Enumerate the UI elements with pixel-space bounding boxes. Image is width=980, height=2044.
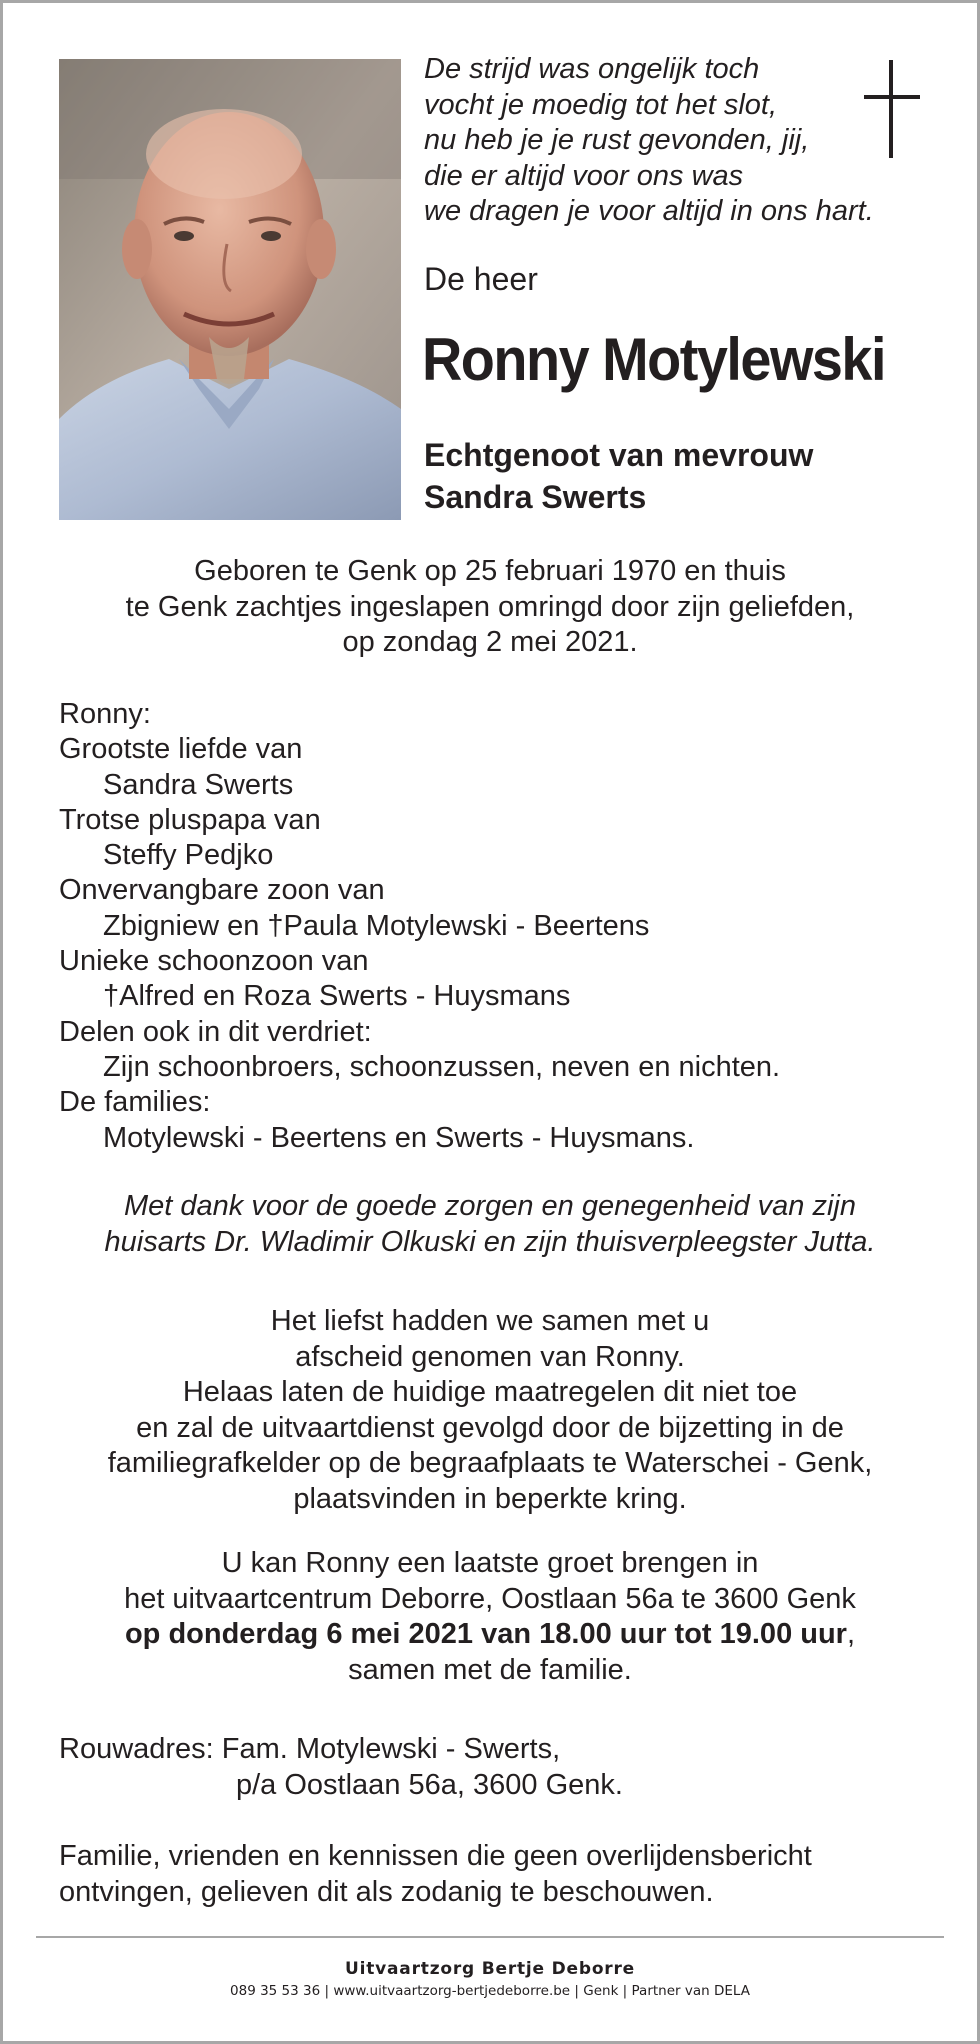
- family-line: Onvervangbare zoon van: [59, 874, 385, 907]
- family-line: Motylewski - Beertens en Swerts - Huysmans.: [103, 1121, 695, 1154]
- cross-icon: [864, 60, 920, 160]
- spouse-name: Sandra Swerts: [424, 479, 647, 515]
- thanks-line: Met dank voor de goede zorgen en genegenheid van zijn: [124, 1190, 856, 1222]
- poem-line: vocht je moedig tot het slot,: [424, 88, 778, 121]
- farewell-note: [40, 1304, 940, 1517]
- family-line: Delen ook in dit verdriet:: [59, 1015, 372, 1048]
- family-line: Trotse pluspapa van: [59, 803, 321, 836]
- address-line: Rouwadres: Fam. Motylewski - Swerts,: [59, 1733, 561, 1765]
- notice: [59, 1839, 812, 1910]
- visit-line: U kan Ronny een laatste groet brengen in: [221, 1547, 759, 1579]
- notice-line: ontvingen, gelieven dit als zodanig te beschouwen.: [59, 1875, 714, 1908]
- farewell-line: afscheid genomen van Ronny.: [295, 1340, 685, 1373]
- footer-divider: [36, 1936, 944, 1938]
- visit-line: het uitvaartcentrum Deborre, Oostlaan 56a te 3600 Genk: [124, 1582, 856, 1615]
- address-line: p/a Oostlaan 56a, 3600 Genk.: [236, 1768, 623, 1801]
- spouse-info: [424, 434, 813, 518]
- family-line: Ronny:: [59, 698, 151, 730]
- visit-datetime-tail: ,: [846, 1618, 856, 1650]
- thanks-note: [40, 1189, 940, 1260]
- family-line: Zijn schoonbroers, schoonzussen, neven en nichten.: [103, 1050, 781, 1083]
- spouse-line: Echtgenoot van mevrouw: [424, 437, 814, 473]
- visit-datetime: [40, 1617, 940, 1653]
- family-line: Sandra Swerts: [103, 768, 294, 801]
- poem-line: De strijd was ongelijk toch: [424, 53, 760, 85]
- poem: [424, 52, 924, 230]
- thanks-line: huisarts Dr. Wladimir Olkuski en zijn thuisverpleegster Jutta.: [104, 1225, 876, 1258]
- statement-line: op zondag 2 mei 2021.: [342, 626, 638, 658]
- family-list: [59, 697, 780, 1156]
- farewell-line: plaatsvinden in beperkte kring.: [293, 1482, 687, 1515]
- family-line: Steffy Pedjko: [103, 839, 274, 872]
- family-line: Unieke schoonzoon van: [59, 945, 369, 978]
- farewell-line: en zal de uitvaartdienst gevolgd door de bijzetting in de: [136, 1411, 844, 1444]
- visit-datetime-bold: op donderdag 6 mei 2021 van 18.00 uur tot 19.00 uur: [124, 1618, 847, 1650]
- family-line: Grootste liefde van: [59, 733, 303, 766]
- statement-line: Geboren te Genk op 25 februari 1970 en thuis: [194, 555, 786, 587]
- poem-line: nu heb je je rust gevonden, jij,: [424, 124, 810, 156]
- poem-line: we dragen je voor altijd in ons hart.: [424, 195, 874, 227]
- portrait-photo: [59, 59, 401, 520]
- family-line: De families:: [59, 1086, 211, 1119]
- farewell-line: familiegrafkelder op de begraafplaats te Waterschei - Genk,: [107, 1447, 873, 1479]
- deceased-name: Ronny Motylewski: [422, 326, 885, 393]
- title-prefix: De heer: [424, 261, 538, 297]
- notice-line: Familie, vrienden en kennissen die geen overlijdensbericht: [59, 1840, 812, 1872]
- footer-title: Uitvaartzorg Bertje Deborre: [345, 1959, 635, 1979]
- statement-line: te Genk zachtjes ingeslapen omringd door zijn geliefden,: [125, 590, 855, 623]
- visit-line: samen met de familie.: [348, 1653, 632, 1686]
- farewell-line: Helaas laten de huidige maatregelen dit niet toe: [182, 1376, 798, 1408]
- family-line: †Alfred en Roza Swerts - Huysmans: [103, 980, 571, 1013]
- family-line: Zbigniew en †Paula Motylewski - Beertens: [103, 909, 650, 942]
- farewell-line: Het liefst hadden we samen met u: [270, 1305, 710, 1337]
- mourning-address: [59, 1732, 623, 1803]
- visitation-info: [40, 1546, 940, 1688]
- poem-line: die er altijd voor ons was: [424, 159, 744, 192]
- birth-death-statement: [40, 554, 940, 661]
- footer-info: 089 35 53 36 | www.uitvaartzorg-bertjedeborre.be | Genk | Partner van DELA: [230, 1983, 750, 1999]
